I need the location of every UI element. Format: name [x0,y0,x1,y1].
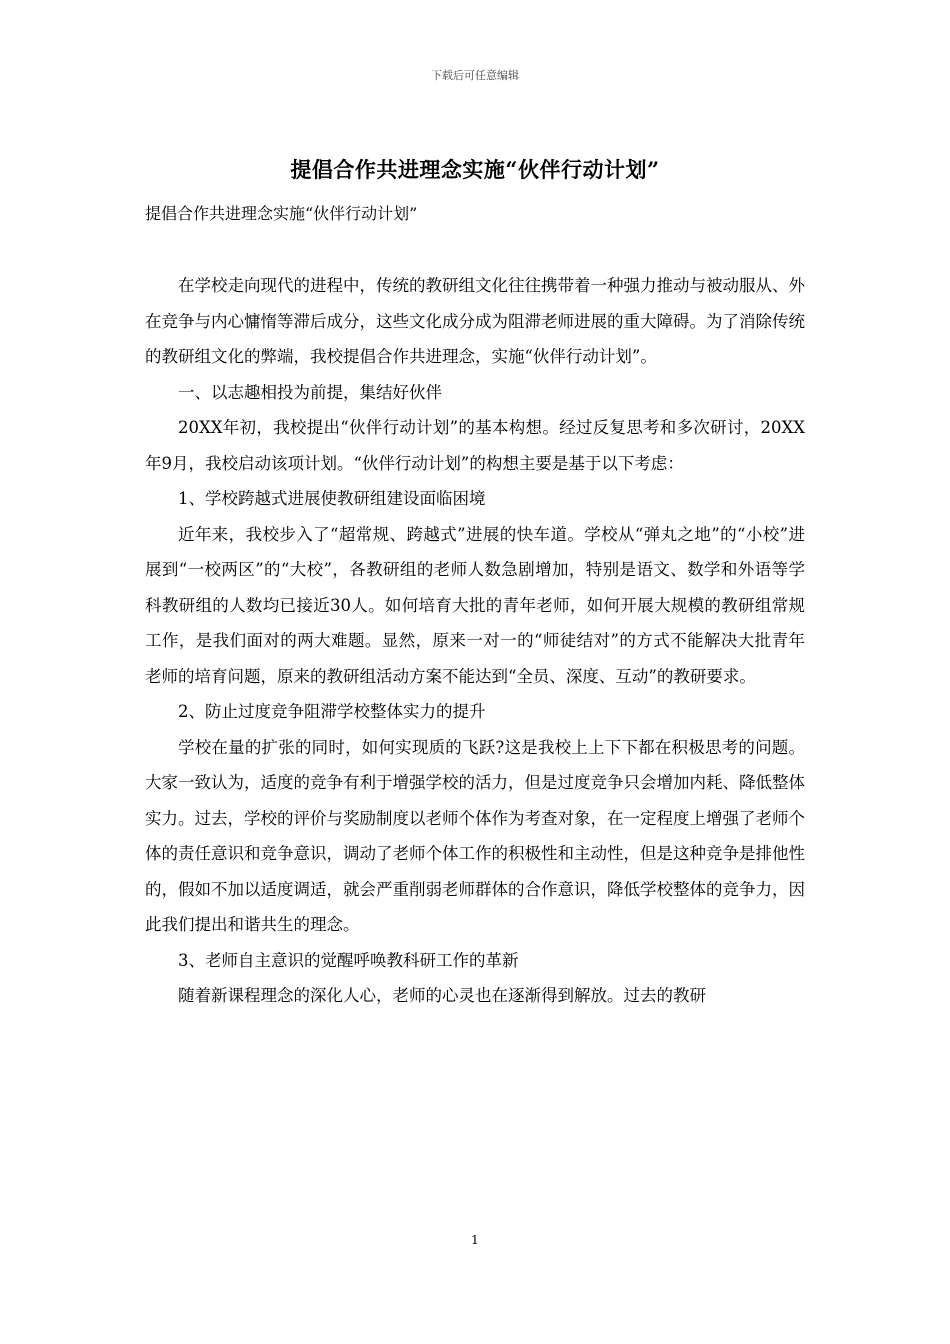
paragraph-plan-origin: 20XX年初，我校提出“伙伴行动计划”的基本构想。经过反复思考和多次研讨，20XX年9月，我校启动该项计划。“伙伴行动计划”的构想主要是基于以下考虑： [145,418,805,473]
paragraph-growth: 近年来，我校步入了“超常规、跨越式”进展的快车道。学校从“弹丸之地”的“小校”进展到“一校两区”的“大校”，各教研组的老师人数急剧增加，特别是语文、数学和外语等学科教研组的人数均已接近30人。如何培育大批的青年老师，如何开展大规模的教研组常规工作，是我们面对的两大难题。显然，原来一对一的“师徒结对”的方式不能解决大批青年老师的培育问题，原来的教研组活动方案不能达到“全员、深度、互动”的教研要求。 [145,524,805,686]
header-note: 下载后可任意编辑 [431,69,519,82]
paragraph-intro: 在学校走向现代的进程中，传统的教研组文化往往携带着一种强力推动与被动服从、外在竞争与内心慵惰等滞后成分，这些文化成分成为阻滞老师进展的重大障碍。为了消除传统的教研组文化的弊端，我校提倡合作共进理念，实施“伙伴行动计划”。 [145,276,805,366]
page-number: 1 [471,1233,479,1247]
subheading-2: 2、防止过度竞争阻滞学校整体实力的提升 [178,702,486,721]
document-body [145,268,805,1014]
subheading-3: 3、老师自主意识的觉醒呼唤教科研工作的革新 [178,950,519,970]
paragraph-competition: 学校在量的扩张的同时，如何实现质的飞跃?这是我校上上下下都在积极思考的问题。大家一致认为，适度的竞争有利于增强学校的活力，但是过度竞争只会增加内耗、降低整体实力。过去，学校的评价与奖励制度以老师个体作为考查对象，在一定程度上增强了老师个体的责任意识和竞争意识，调动了老师个体工作的积极性和主动性，但是这种竞争是排他性的，假如不加以适度调适，就会严重削弱老师群体的合作意识，降低学校整体的竞争力，因此我们提出和谐共生的理念。 [145,737,805,934]
document-title: 提倡合作共进理念实施“伙伴行动计划” [290,157,660,182]
subheading-1: 1、学校跨越式进展使教研组建设面临困境 [178,489,486,508]
section-heading-1: 一、以志趣相投为前提，集结好伙伴 [178,382,442,402]
paragraph-awakening: 随着新课程理念的深化人心，老师的心灵也在逐渐得到解放。过去的教研 [178,986,706,1005]
document-subtitle: 提倡合作共进理念实施“伙伴行动计划” [145,204,418,223]
